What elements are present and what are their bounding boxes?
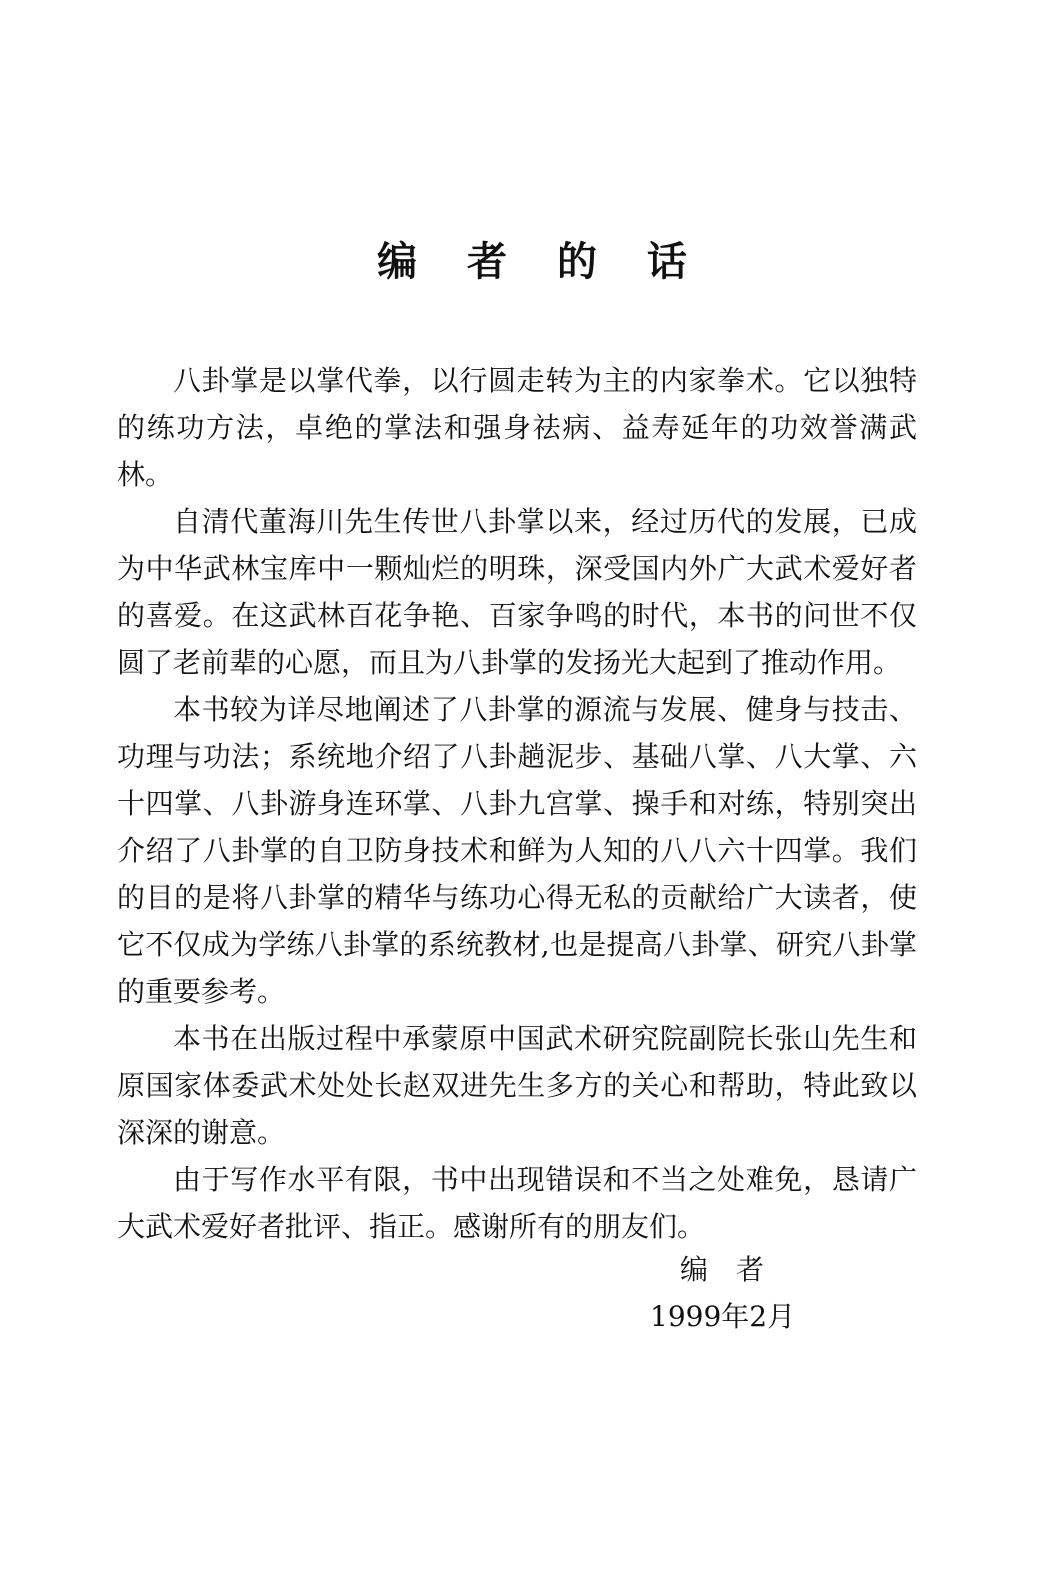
paragraph: 本书较为详尽地阐述了八卦掌的源流与发展、健身与技击、功理与功法；系统地介绍了八卦趟泥步、基础八掌、八大掌、六十四掌、八卦游身连环掌、八卦九宫掌、操手和对练，特别突出介绍了八卦掌的自卫防身技术和鲜为人知的八八六十四掌。我们的目的是将八卦掌的精华与练功心得无私的贡献给广大读者，使它不仅成为学练八卦掌的系统教材,也是提高八卦掌、研究八卦掌的重要参考。 <box>117 693 917 1008</box>
paragraph: 本书在出版过程中承蒙原中国武术研究院副院长张山先生和原国家体委武术处处长赵双进先生多方的关心和帮助，特此致以深深的谢意。 <box>117 1022 917 1149</box>
signature-author: 编者 <box>680 1253 793 1286</box>
signature-date: 1999年2月 <box>650 1300 796 1333</box>
paragraph: 由于写作水平有限，书中出现错误和不当之处难免，恳请广大武术爱好者批评、指正。感谢所有的朋友们。 <box>117 1163 917 1243</box>
paragraph: 自清代董海川先生传世八卦掌以来，经过历代的发展，已成为中华武林宝库中一颗灿烂的明珠，深受国内外广大武术爱好者的喜爱。在这武林百花争艳、百家争鸣的时代，本书的问世不仅圆了老前辈的心愿，而且为八卦掌的发扬光大起到了推动作用。 <box>117 505 917 679</box>
page-title: 编 者 的 话 <box>377 239 705 285</box>
document-body <box>117 357 917 1250</box>
paragraph: 八卦掌是以掌代拳，以行圆走转为主的内家拳术。它以独特的练功方法，卓绝的掌法和强身祛病、益寿延年的功效誉满武林。 <box>117 364 917 491</box>
